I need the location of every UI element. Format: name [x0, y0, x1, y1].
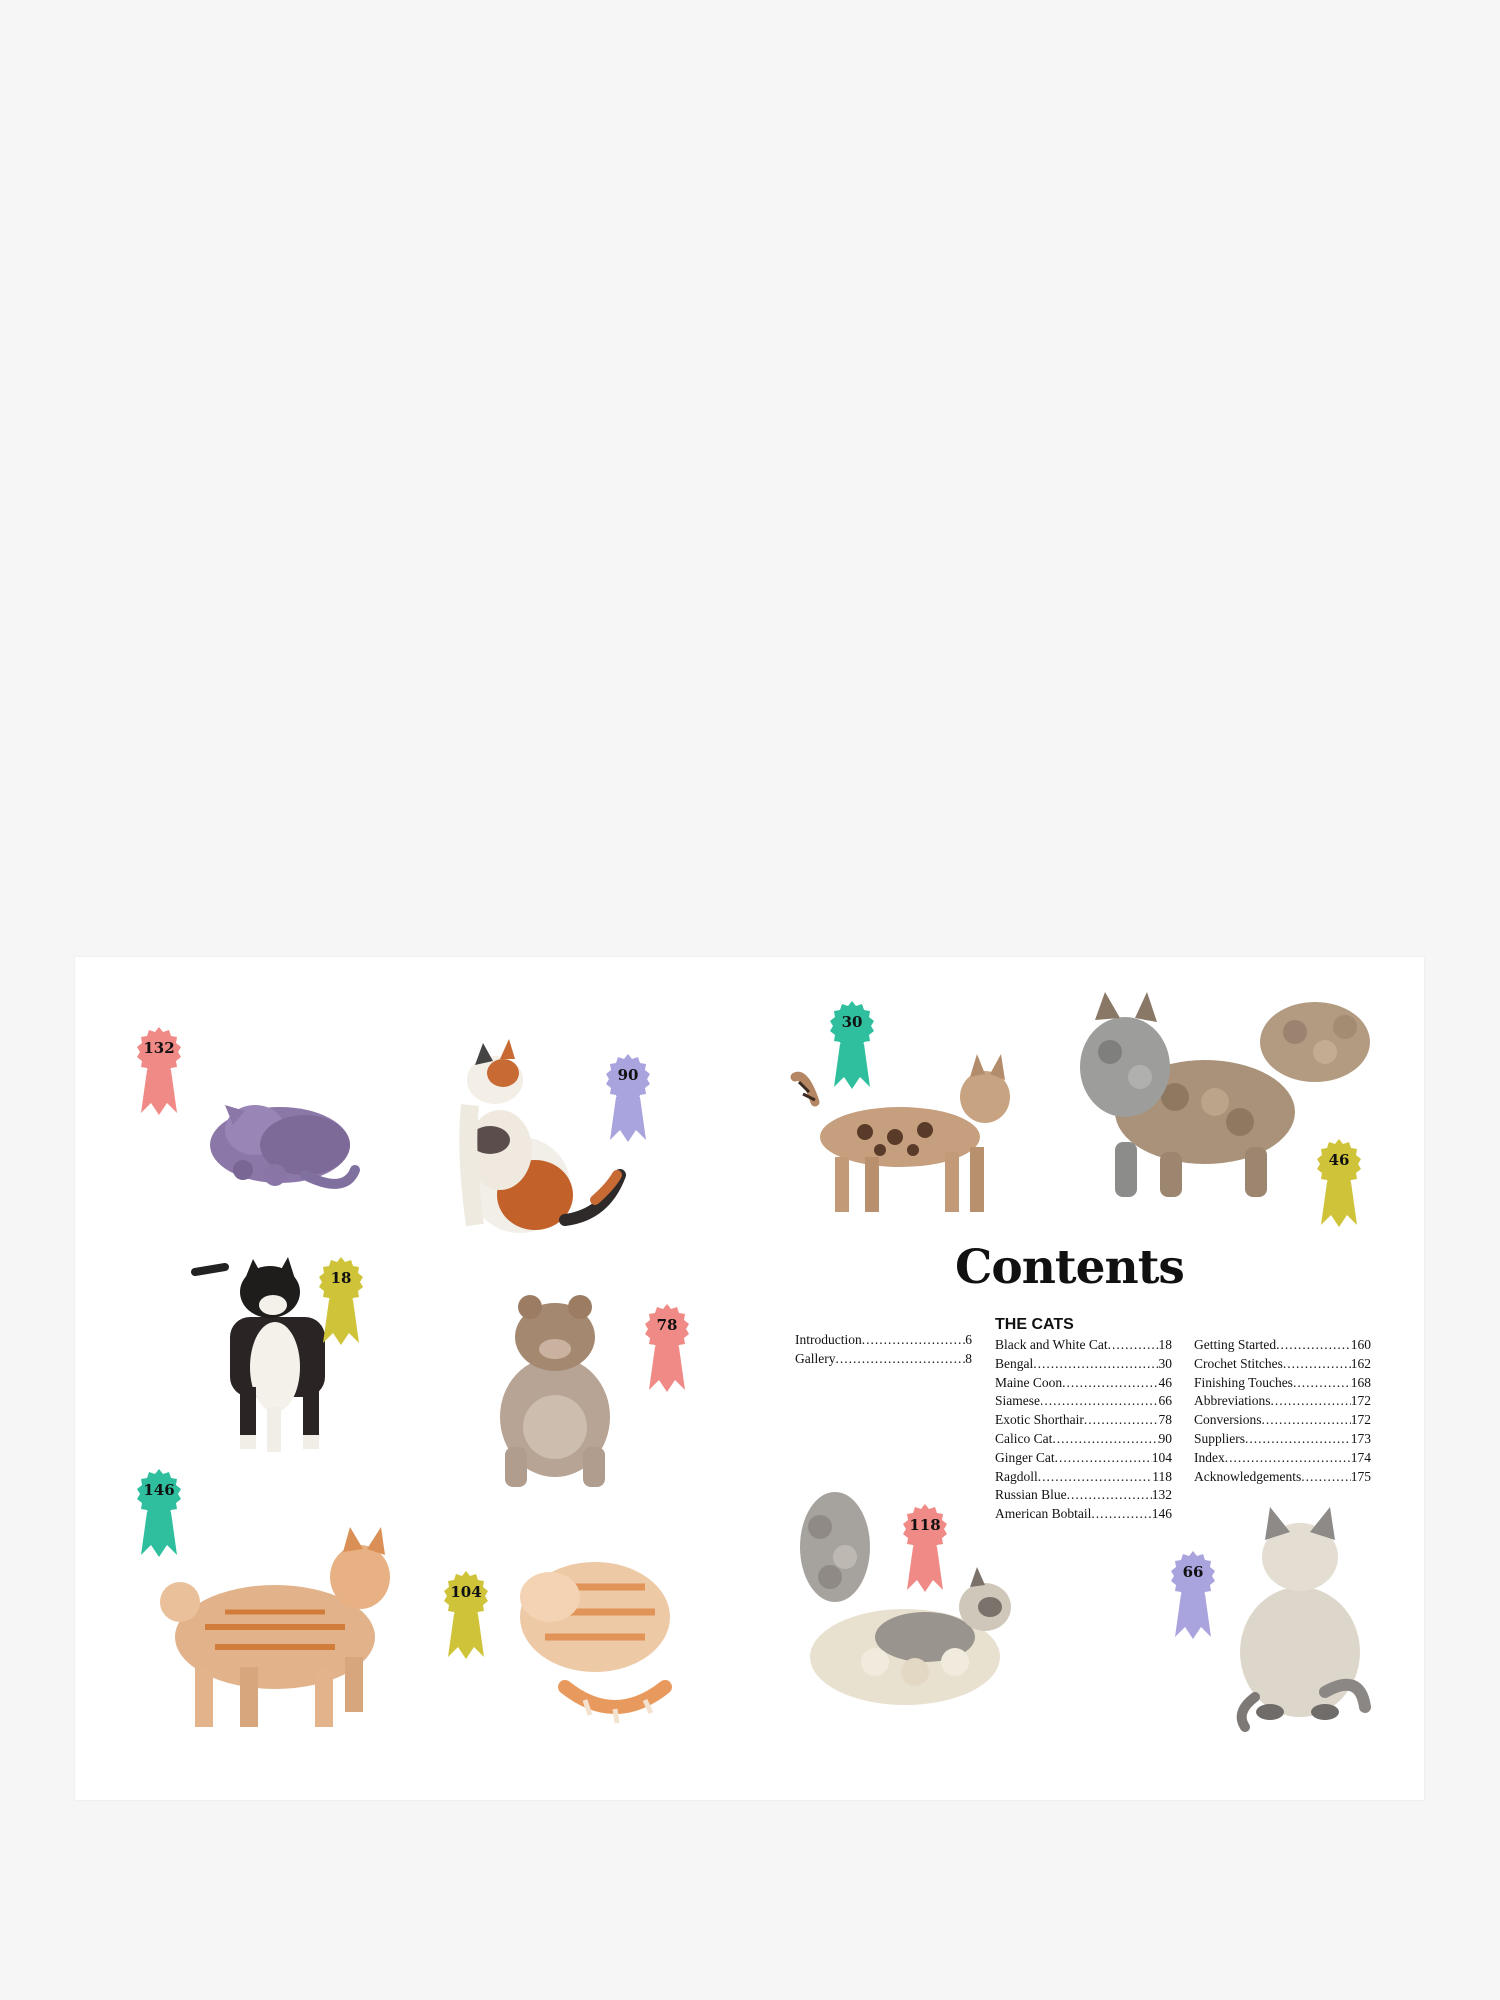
toc-entry[interactable]	[1194, 1336, 1371, 1355]
toc-entry-label: Getting Started	[1194, 1337, 1277, 1352]
toc-entry-label: Index	[1194, 1449, 1225, 1465]
toc-entry-label: Introduction	[795, 1332, 862, 1347]
toc-cats	[995, 1336, 1172, 1524]
purple-sleeping-cat-image	[185, 1075, 365, 1205]
toc-entry-label: Abbreviations	[1194, 1393, 1271, 1409]
toc-entry-label: American Bobtail	[995, 1506, 1092, 1522]
ribbon-number: 18	[330, 1269, 352, 1287]
toc-extras	[1194, 1336, 1371, 1486]
toc-intro	[795, 1331, 972, 1369]
toc-entry-label: Conversions	[1194, 1412, 1262, 1428]
toc-entry-page: 172	[1350, 1412, 1371, 1428]
toc-entry-label: Acknowledgements	[1194, 1468, 1302, 1484]
toc-entry-label: Finishing Touches	[1194, 1374, 1293, 1390]
ribbon-number: 132	[143, 1039, 175, 1057]
ribbon-number: 66	[1182, 1563, 1204, 1581]
toc-entry[interactable]	[995, 1355, 1172, 1374]
toc-entry-page: 174	[1350, 1449, 1371, 1465]
ginger-sleeping-cat-image	[505, 1537, 685, 1737]
toc-entry-label: Calico Cat	[995, 1430, 1053, 1446]
toc-entry-page: 162	[1350, 1355, 1371, 1371]
ribbon-46	[1311, 1137, 1367, 1227]
toc-entry-page: 168	[1350, 1374, 1371, 1390]
toc-entry[interactable]	[995, 1486, 1172, 1505]
ribbon-number: 78	[656, 1316, 678, 1334]
toc-entry-label: Suppliers	[1194, 1430, 1246, 1446]
toc-entry-page: 90	[1158, 1430, 1172, 1446]
toc-entry-page: 104	[1151, 1449, 1172, 1465]
exotic-shorthair-cat-image	[475, 1277, 635, 1497]
toc-entry[interactable]	[995, 1374, 1172, 1393]
toc-entry-page: 46	[1158, 1374, 1172, 1390]
toc-entry-page: 160	[1350, 1337, 1371, 1352]
contents-title: Contents	[955, 1240, 1184, 1295]
toc-entry[interactable]	[1194, 1374, 1371, 1393]
ribbon-118	[897, 1502, 953, 1592]
ribbon-146	[131, 1467, 187, 1557]
toc-entry-label: Gallery	[795, 1350, 836, 1366]
toc-entry-page: 18	[1158, 1337, 1172, 1352]
ribbon-number: 90	[617, 1066, 639, 1084]
toc-entry-page: 132	[1151, 1487, 1172, 1503]
siamese-cat-image	[1215, 1502, 1385, 1732]
toc-entry[interactable]	[995, 1392, 1172, 1411]
ribbon-104	[438, 1569, 494, 1659]
toc-entry[interactable]	[1194, 1468, 1371, 1487]
toc-entry[interactable]	[995, 1336, 1172, 1355]
toc-entry[interactable]	[795, 1350, 972, 1369]
toc-entry-label: Siamese	[995, 1393, 1040, 1409]
ribbon-number: 146	[143, 1481, 175, 1499]
toc-entry[interactable]	[995, 1430, 1172, 1449]
ribbon-number: 30	[841, 1013, 863, 1031]
toc-entry[interactable]	[795, 1331, 972, 1350]
toc-cats-heading: THE CATS	[995, 1316, 1074, 1333]
toc-entry-page: 66	[1158, 1393, 1172, 1409]
toc-entry-label: Crochet Stitches	[1194, 1355, 1283, 1371]
ribbon-66	[1165, 1549, 1221, 1639]
toc-entry-page: 172	[1350, 1393, 1371, 1409]
toc-entry[interactable]	[1194, 1355, 1371, 1374]
toc-entry-page: 6	[965, 1332, 972, 1347]
toc-entry[interactable]	[1194, 1392, 1371, 1411]
ribbon-30	[824, 999, 880, 1089]
toc-entry-label: Maine Coon	[995, 1374, 1063, 1390]
toc-entry-page: 146	[1151, 1506, 1172, 1522]
toc-entry[interactable]	[995, 1468, 1172, 1487]
ribbon-number: 118	[909, 1516, 941, 1534]
toc-entry[interactable]	[995, 1449, 1172, 1468]
toc-entry-label: Exotic Shorthair	[995, 1412, 1084, 1428]
toc-entry[interactable]	[995, 1411, 1172, 1430]
ribbon-number: 46	[1328, 1151, 1350, 1169]
bengal-cat-image	[785, 1042, 1015, 1222]
ribbon-78	[639, 1302, 695, 1392]
toc-entry-label: Ginger Cat	[995, 1449, 1055, 1465]
ribbon-number: 104	[450, 1583, 482, 1601]
toc-entry-label: Bengal	[995, 1355, 1034, 1371]
toc-entry-label: Black and White Cat	[995, 1337, 1108, 1352]
toc-entry-page: 175	[1350, 1468, 1371, 1484]
toc-entry-label: Ragdoll	[995, 1468, 1038, 1484]
ribbon-90	[600, 1052, 656, 1142]
toc-entry[interactable]	[1194, 1411, 1371, 1430]
toc-entry-page: 118	[1152, 1468, 1172, 1484]
book-spread	[75, 957, 1424, 1800]
toc-entry-page: 78	[1158, 1412, 1172, 1428]
toc-entry-page: 8	[965, 1350, 972, 1366]
toc-entry[interactable]	[1194, 1449, 1371, 1468]
toc-entry-page: 30	[1158, 1355, 1172, 1371]
ribbon-132	[131, 1025, 187, 1115]
toc-entry[interactable]	[995, 1505, 1172, 1524]
ribbon-18	[313, 1255, 369, 1345]
toc-entry-page: 173	[1350, 1430, 1371, 1446]
toc-entry[interactable]	[1194, 1430, 1371, 1449]
toc-entry-label: Russian Blue	[995, 1487, 1067, 1503]
